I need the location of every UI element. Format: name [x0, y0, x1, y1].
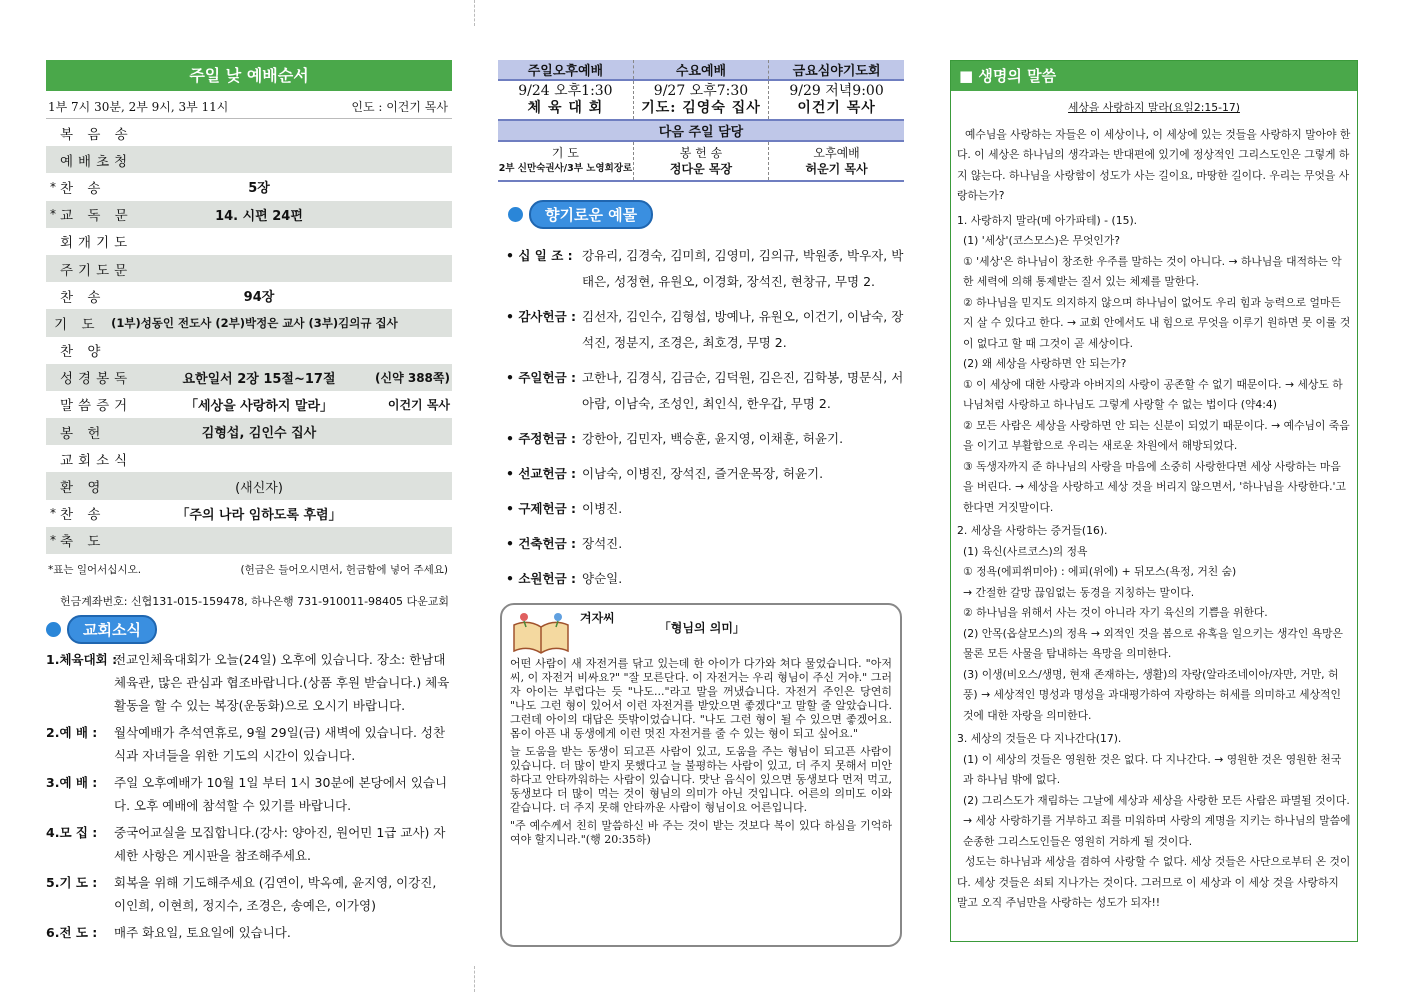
- news-label: 4.모 집 :: [46, 825, 98, 840]
- order-label: 교 독 문: [60, 208, 133, 225]
- news-text: 주일 오후예배가 10월 1일 부터 1시 30분에 본당에서 있습니다. 오후 예배에 참석할 수 있기를 바랍니다.: [114, 775, 448, 813]
- schedule-cell: [633, 80, 768, 120]
- news-text: 월삭예배가 추석연휴로, 9월 29일(금) 새벽에 있습니다. 성찬식과 자녀들을 위한 기도의 시간이 있습니다.: [114, 725, 446, 763]
- sermon-paragraph: 성도는 하나님과 세상을 겸하여 사랑할 수 없다. 세상 것들은 사단으로부터 온 것이다. 세상 것들은 쇠퇴 지나가는 것이다. 그러므로 이 세상과 이 세상 것을 사랑하지 말고 오직 주님만을 사랑하는 성도가 되자!!: [957, 855, 1351, 909]
- order-label: 기 도: [54, 316, 100, 333]
- news-list: [46, 648, 452, 944]
- sermon-paragraph: ② 모든 사람은 세상을 사랑하면 안 되는 신분이 되었기 때문이다. → 예수님이 죽음을 이기고 부활함으로 우리는 새로운 차원에서 해방되었다.: [963, 418, 1350, 452]
- offering-item: [506, 365, 904, 417]
- order-label: 복 음 송: [60, 126, 133, 143]
- sermon-paragraph: ① '세상'은 하나님이 창조한 우주를 말하는 것이 아니다. → 하나님을 대적하는 악한 세력에 의해 통제받는 질서 있는 체제를 말한다.: [963, 254, 1342, 288]
- schedule-event: 기도: 김영숙 집사: [641, 100, 761, 116]
- schedule-date: 9/29 저녁9:00: [789, 83, 884, 99]
- offering-item: [506, 461, 904, 487]
- offering-item: [506, 426, 904, 452]
- duty-cell: [633, 141, 768, 181]
- order-label: 찬 송: [60, 180, 106, 197]
- duty-cell: [498, 141, 633, 181]
- word-of-life-title: ■ 생명의 말씀: [951, 61, 1357, 91]
- order-content: 김형섭, 김인수 집사: [201, 426, 317, 442]
- order-row: [46, 500, 452, 527]
- right-column: [950, 60, 1358, 942]
- sermon-paragraph: (2) 안목(옵살모스)의 정욕 → 외적인 것을 봄으로 유혹을 일으키는 생각인 욕망은 물론 모든 사물을 탐내하는 욕망을 의미한다.: [963, 626, 1343, 660]
- order-label: 회개기도: [60, 235, 133, 252]
- sermon-paragraph: ③ 독생자까지 준 하나님의 사랑을 마음에 소중히 사랑한다면 세상 사랑하는 마음을 버린다. → 세상을 사랑하고 세상 것을 버리지 않으면서, '하나님을 사랑한다.'고 한다면 거짓말이다.: [963, 459, 1346, 514]
- order-label: 봉 헌: [60, 425, 106, 442]
- news-label: 5.기 도 :: [46, 875, 98, 890]
- news-item: [46, 771, 452, 817]
- sermon-paragraph: 예수님을 사랑하는 자들은 이 세상이나, 이 세상에 있는 것들을 사랑하지 말아야 한다. 이 세상은 하나님의 생각과는 반대편에 있기에 정상적인 그리스도인은 그렇게 하지 않는다. 하나님을 사랑함이 성도가 사는 길이요, 마땅한 길이다. 우리는 무엇을 사랑하는가?: [957, 127, 1351, 202]
- sermon-paragraph: (2) 그리스도가 재림하는 그날에 세상과 세상을 사랑한 모든 사람은 파멸될 것이다. → 세상 사랑하기를 거부하고 죄를 미워하며 사랑의 계명을 지키는 하나님의 말씀에 순종한 그리스도인들은 영원히 거하게 될 것이다.: [963, 793, 1351, 848]
- offering-label: • 소원헌금 :: [506, 571, 576, 586]
- order-label: 축 도: [60, 534, 106, 551]
- worship-order-title: 주일 낮 예배순서: [46, 60, 452, 91]
- service-times-line: [46, 91, 452, 119]
- offering-label: • 구제헌금 :: [506, 501, 576, 516]
- sermon-summary: [951, 91, 1357, 939]
- offering-label: • 건축헌금 :: [506, 536, 576, 551]
- news-heading: [46, 615, 452, 644]
- news-text: 전교인체육대회가 오늘(24일) 오후에 있습니다. 장소: 한남대 체육관, 많은 관심과 협조바랍니다.(상품 후원 받습니다.) 체육활동을 할 수 있는 복장(운동화)으로 오시기 바랍니다.: [114, 652, 450, 713]
- order-extra: (신약 388쪽): [375, 370, 450, 385]
- story-verse: "주 예수께서 친히 말씀하신 바 주는 것이 받는 것보다 복이 있다 하심을 기억하여야 할지니라."(행 20:35하): [510, 819, 892, 846]
- sermon-paragraph: (1) 육신(사르코스)의 정욕: [963, 544, 1088, 558]
- sermon-paragraph: ① 이 세상에 대한 사랑과 아버지의 사랑이 공존할 수 없기 때문이다. → 세상도 하나님처럼 사랑하고 하나님도 그렇게 사랑할 수 없는 법이다 (약4:4): [963, 377, 1343, 411]
- order-row: [46, 364, 452, 391]
- schedule-event: 체 육 대 회: [527, 100, 604, 116]
- news-text: 중국어교실을 모집합니다.(강사: 양아진, 원어민 1급 교사) 자세한 사항은 게시판을 참조해주세요.: [114, 825, 446, 863]
- schedule-header: 금요심야기도회: [769, 60, 904, 80]
- news-label: 6.전 도 :: [46, 925, 98, 940]
- order-row: [46, 228, 452, 255]
- order-content: (1부)성동인 전도사 (2부)박정은 교사 (3부)김의규 집사: [111, 315, 398, 330]
- order-content: 「주의 나라 임하도록 후렴」: [176, 507, 342, 523]
- news-item: [46, 871, 452, 917]
- offering-item: [506, 496, 904, 522]
- service-leader: 인도 : 이건기 목사: [351, 100, 448, 114]
- order-row: [46, 445, 452, 472]
- order-label: 찬 양: [60, 344, 106, 361]
- order-extra: 이건기 목사: [387, 397, 450, 412]
- order-content: (새신자): [235, 480, 283, 496]
- sermon-paragraph: ② 하나님을 믿지도 의지하지 않으며 하나님이 없어도 우리 힘과 능력으로 얼마든지 살 수 있다고 한다. → 교회 안에서도 내 힘으로 무엇을 이루기 원하면 못 이룰 것이 없다고 할 때 그것이 곧 세상이다.: [963, 295, 1351, 350]
- order-note: [46, 554, 452, 577]
- sermon-paragraph: (2) 왜 세상을 사랑하면 안 되는가?: [963, 357, 1127, 370]
- stand-mark: *: [50, 207, 56, 222]
- schedule-date: 9/27 오후7:30: [653, 83, 749, 99]
- sermon-paragraph: ① 정욕(에피쒸미아) : 에피(위에) + 뒤모스(욕정, 거친 숨): [963, 565, 1237, 578]
- sermon-paragraph: (1) 이 세상의 것들은 영원한 것은 없다. 다 지나간다. → 영원한 것은 영원한 천국과 하나님 밖에 없다.: [963, 752, 1342, 786]
- order-content: 14. 시편 24편: [215, 208, 303, 224]
- left-column: [46, 60, 452, 944]
- offering-names: 이병진.: [582, 501, 623, 516]
- schedule-date: 9/24 오후1:30: [518, 83, 613, 99]
- offering-names: 강유리, 김경숙, 김미희, 김영미, 김의규, 박원종, 박우자, 박태은, 성정현, 유원오, 이경화, 장석진, 현창규, 무명 2.: [582, 248, 904, 289]
- order-row: [46, 391, 452, 418]
- offering-note: (헌금은 들어오시면서, 헌금함에 넣어 주세요): [240, 564, 448, 576]
- offering-item: [506, 566, 904, 592]
- order-row: [46, 309, 452, 336]
- order-row: [46, 255, 452, 282]
- fold-line-bottom: [474, 966, 475, 992]
- bullet-circle-icon: [508, 207, 523, 222]
- sermon-subtitle: [957, 98, 1351, 119]
- offering-names: 고한나, 김경식, 김금순, 김덕원, 김은진, 김학봉, 명문식, 서아람, 이남숙, 조성인, 최인식, 한우갑, 무명 2.: [582, 370, 904, 411]
- order-row: [46, 527, 452, 554]
- news-text: 매주 화요일, 토요일에 있습니다.: [114, 925, 291, 940]
- story-header: [510, 611, 892, 657]
- news-item: [46, 721, 452, 767]
- order-label: 교회소식: [60, 452, 133, 469]
- open-book-icon: [510, 611, 572, 657]
- order-label: 찬 송: [60, 289, 106, 306]
- offering-label: • 십 일 조 :: [506, 248, 573, 263]
- order-row: [46, 201, 452, 228]
- story-paragraph: 어떤 사람이 새 자전거를 닦고 있는데 한 아이가 다가와 쳐다 물었습니다. "아저씨, 이 자전거 비싸요?" "잘 모른단다. 이 자전거는 우리 형님이 주신 거야." 그러자 아이는 부럽다는 듯 "나도..."라고 말을 꺼냈습니다. 자전거 주인은 당연히 "나도 그런 형이 있어서 이런 자전거를 받았으면 좋겠다"고 말할 줄 알았습니다. 그런데 아이의 대답은 뜻밖이었습니다. "나도 그런 형이 될 수 있으면 좋겠어요. 몸이 아픈 내 동생에게 이런 멋진 자전거를 줄 수 있는 형이 되고 싶어요.": [510, 657, 892, 740]
- order-row: [46, 472, 452, 499]
- mustard-seed-story: [500, 603, 902, 947]
- order-content: 요한일서 2장 15절~17절: [182, 371, 336, 387]
- offering-label: • 선교헌금 :: [506, 466, 576, 481]
- schedule-header: 수요예배: [633, 60, 768, 80]
- sermon-paragraphs: [957, 125, 1351, 914]
- news-label: 2.예 배 :: [46, 725, 98, 740]
- schedule-event: 이건기 목사: [797, 100, 876, 116]
- story-tag: 겨자씨: [580, 611, 615, 625]
- order-label: 찬 송: [60, 507, 106, 524]
- worship-order-list: [46, 119, 452, 554]
- service-times: 1부 7시 30분, 2부 9시, 3부 11시: [48, 100, 229, 114]
- order-row: [46, 119, 452, 146]
- offering-label: • 주정헌금 :: [506, 431, 576, 446]
- order-content: 5장: [248, 181, 270, 197]
- next-duty-title: 다음 주일 담당: [498, 120, 904, 141]
- offering-label: • 감사헌금 :: [506, 309, 576, 324]
- order-label: 주기도문: [60, 262, 133, 279]
- offering-item: [506, 304, 904, 356]
- sermon-paragraph: ② 하나님을 위해서 사는 것이 아니라 자기 육신의 기쁨을 위한다.: [963, 606, 1268, 619]
- duty-value: 정다운 목장: [669, 162, 733, 176]
- stand-note: *표는 일어서십시오.: [48, 564, 142, 576]
- order-label: 말씀증거: [60, 398, 133, 415]
- order-row: [46, 418, 452, 445]
- offering-names: 김선자, 김인수, 김형섭, 방예나, 유원오, 이건기, 이남숙, 장석진, 정분지, 조경은, 최호경, 무명 2.: [582, 309, 904, 350]
- offering-names: 양순일.: [582, 571, 623, 586]
- sermon-paragraph: 1. 사랑하지 말라(메 아가파테) - (15).: [957, 213, 1138, 227]
- news-title: 교회소식: [67, 615, 157, 644]
- sermon-paragraph: 3. 세상의 것들은 다 지나간다(17).: [957, 732, 1122, 745]
- sermon-subtitle-text: 세상을 사랑하지 말라(요일2:15-17): [1068, 101, 1240, 114]
- sermon-paragraph: (1) '세상'(코스모스)은 무엇인가?: [963, 234, 1120, 247]
- offering-names: 강한아, 김민자, 백승훈, 윤지영, 이채훈, 허윤기.: [582, 431, 844, 446]
- duty-header: 오후예배: [813, 146, 860, 160]
- schedule-header: 주일오후예배: [498, 60, 633, 80]
- duty-cell: [769, 141, 904, 181]
- order-row: [46, 173, 452, 200]
- sermon-paragraph: (3) 이생(비오스/생명, 현재 존재하는, 생활)의 자랑(알라조네이아/자만, 거만, 허풍) → 세상적인 명성과 명성을 과대평가하여 자랑하는 허세를 의미하고 세상적인 것에 대한 자랑을 의미한다.: [963, 667, 1341, 722]
- stand-mark: *: [50, 506, 56, 521]
- order-row: [46, 146, 452, 173]
- schedule-cell: [498, 80, 633, 120]
- order-row: [46, 337, 452, 364]
- offering-names: 이남숙, 이병진, 장석진, 즐거운목장, 허윤기.: [582, 466, 824, 481]
- order-content: 「세상을 사랑하지 말라」: [184, 398, 334, 414]
- duty-header: 기 도: [551, 146, 579, 160]
- middle-column: [498, 60, 904, 846]
- duty-value: 허운기 목사: [805, 162, 868, 176]
- order-content: 94장: [243, 290, 275, 306]
- offering-label: • 주일헌금 :: [506, 370, 576, 385]
- offerings-title: 향기로운 예물: [529, 200, 653, 229]
- offerings-list: [498, 243, 904, 592]
- news-item: [46, 921, 452, 944]
- news-item: [46, 648, 452, 717]
- stand-mark: *: [50, 179, 56, 194]
- order-label: 성경봉독: [60, 371, 133, 388]
- offering-item: [506, 531, 904, 557]
- schedule-cell: [769, 80, 904, 120]
- order-label: 환 영: [60, 480, 106, 497]
- duty-value: 2부 신만숙권사/3부 노영희장로: [498, 163, 633, 174]
- sermon-paragraph: → 간절한 갈망 끊임없는 동경을 지칭하는 말이다.: [963, 585, 1195, 599]
- news-label: 1.체육대회 :: [46, 652, 118, 667]
- stand-mark: *: [50, 533, 56, 548]
- order-label: 예배초청: [60, 153, 133, 170]
- offering-item: [506, 243, 904, 295]
- fold-line-top: [474, 0, 475, 26]
- news-text: 회복을 위해 기도해주세요 (김연이, 박옥예, 윤지영, 이강진, 이인희, 이현희, 정지수, 조경은, 송예은, 이가영): [114, 875, 437, 913]
- offering-names: 장석진.: [582, 536, 623, 551]
- duty-header: 봉 헌 송: [679, 146, 723, 160]
- news-label: 3.예 배 :: [46, 775, 98, 790]
- story-paragraph: 늘 도움을 받는 동생이 되고픈 사람이 있고, 도움을 주는 형님이 되고픈 사람이 있습니다. 더 많이 받지 못했다고 늘 불평하는 사람이 있고, 더 주지 못해서 미안하다고 안타까워하는 사람이 있습니다. 맛난 음식이 있으면 동생보다 먼저 먹고, 동생보다 더 많이 먹는 것이 형님의 의미가 아닌 것입니다. 어른의 의미도 이와 같습니다. 더 주지 못해 안타까운 사람이 형님이요 어른입니다.: [510, 745, 892, 814]
- bullet-circle-icon: [46, 622, 61, 637]
- story-title: 「형님의 의미」: [658, 621, 745, 635]
- sermon-paragraph: 2. 세상을 사랑하는 증거들(16).: [957, 524, 1108, 537]
- order-row: [46, 282, 452, 309]
- schedule-table: [498, 60, 904, 182]
- bank-account: 헌금계좌번호: 신협131-015-159478, 하나은행 731-910011-98405 다운교회: [60, 595, 450, 608]
- news-item: [46, 821, 452, 867]
- offerings-heading: [508, 200, 904, 229]
